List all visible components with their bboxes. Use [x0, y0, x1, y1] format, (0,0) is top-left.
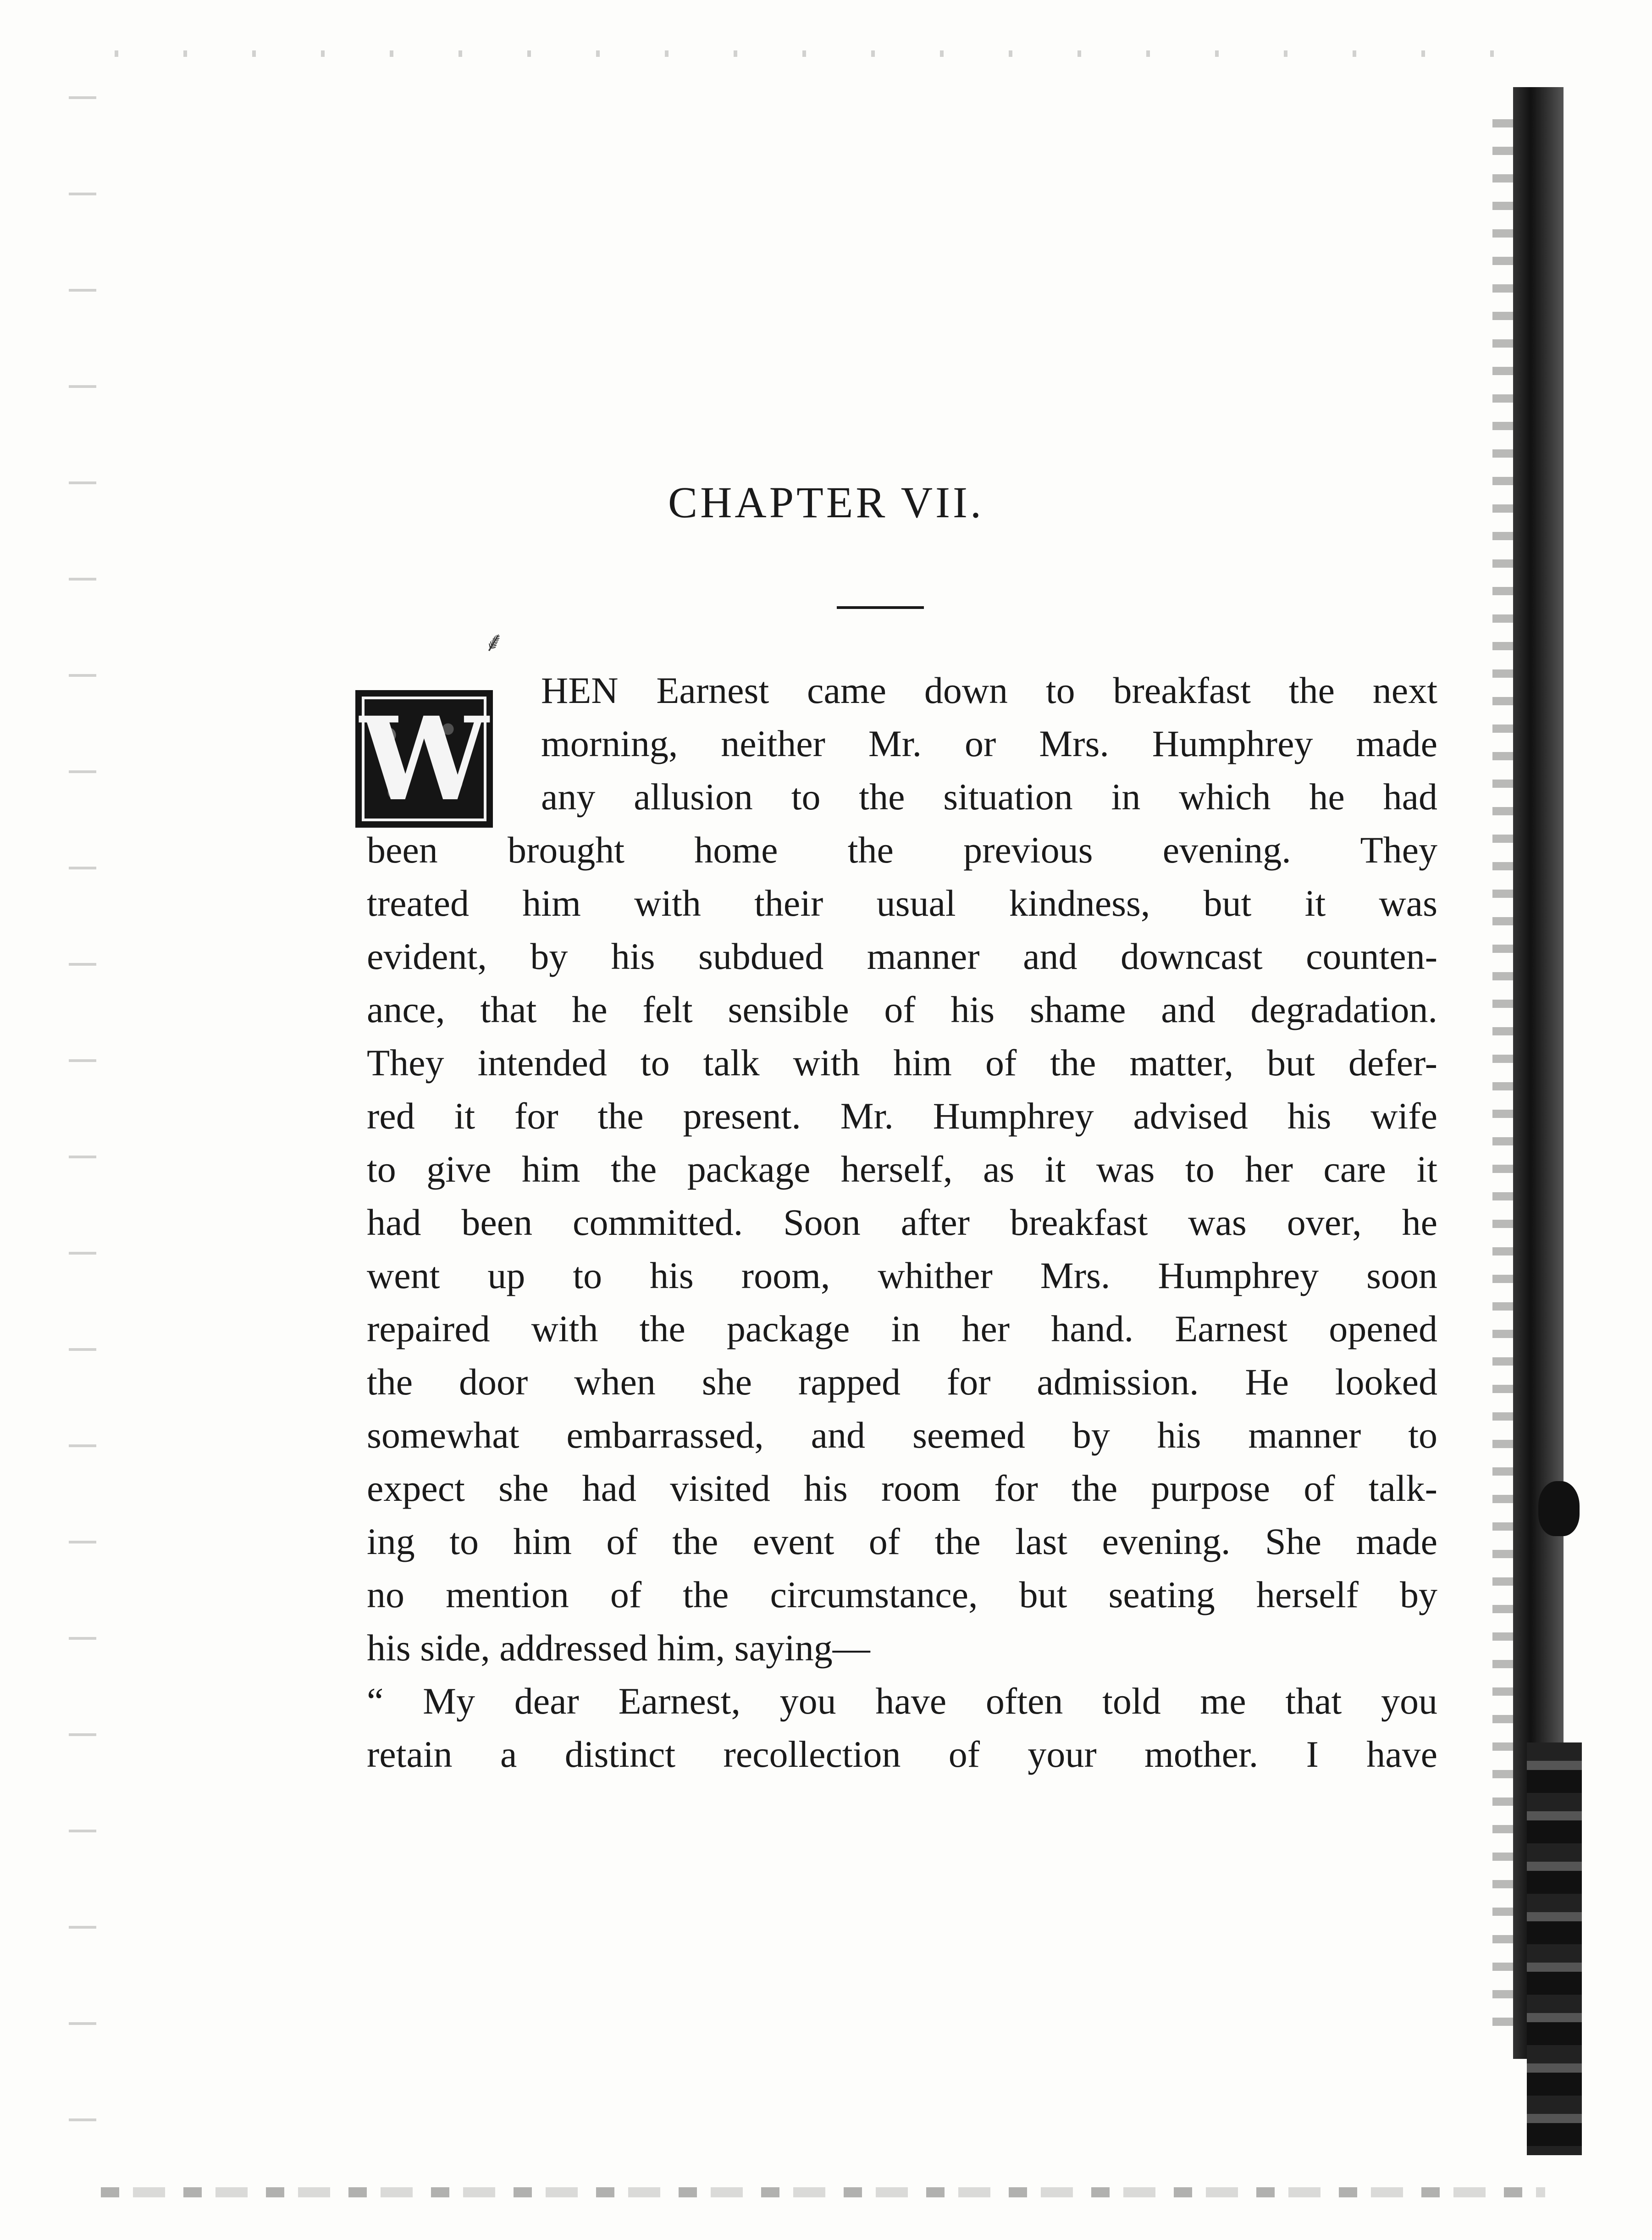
text-line: treated him with their usual kindness, but it was: [367, 882, 1437, 924]
binding-knot: [1538, 1481, 1580, 1536]
text-line: to give him the package herself, as it was to her care it: [367, 1148, 1437, 1190]
text-line: ing to him of the event of the last evening. She made: [367, 1521, 1437, 1562]
text-line: evident, by his subdued manner and downcast counten-: [367, 935, 1437, 977]
text-line: They intended to talk with him of the matter, but defer-: [367, 1042, 1437, 1084]
text-line: somewhat embarrassed, and seemed by his manner to: [367, 1414, 1437, 1456]
text-line: any allusion to the situation in which he had: [541, 776, 1437, 818]
scan-edge-top: [87, 50, 1508, 57]
text-line: morning, neither Mr. or Mrs. Humphrey made: [541, 723, 1437, 764]
text-line: retain a distinct recollection of your mother. I have: [367, 1733, 1437, 1775]
title-rule: [837, 606, 924, 609]
chapter-title: CHAPTER VII.: [668, 478, 984, 527]
text-line: been brought home the previous evening. They: [367, 829, 1437, 871]
text-line: expect she had visited his room for the purpose of talk-: [367, 1467, 1437, 1509]
text-line: no mention of the circumstance, but seating herself by: [367, 1574, 1437, 1615]
text-line: repaired with the package in her hand. Earnest opened: [367, 1308, 1437, 1350]
text-line: red it for the present. Mr. Humphrey advised his wife: [367, 1095, 1437, 1137]
text-line: his side, addressed him, saying—: [367, 1627, 870, 1669]
text-line: HEN Earnest came down to breakfast the next: [541, 669, 1437, 711]
drop-cap-letter: W: [359, 691, 489, 826]
text-line: ance, that he felt sensible of his shame and degradation.: [367, 989, 1437, 1030]
text-line: “ My dear Earnest, you have often told me that you: [367, 1680, 1437, 1722]
scan-edge-left: [69, 55, 96, 2164]
ornament-mark: ⸙: [484, 627, 504, 657]
binding-tail: [1527, 1742, 1582, 2155]
scan-edge-bottom: [101, 2187, 1545, 2197]
binding-shadow: [1492, 119, 1515, 2045]
text-line: had been committed. Soon after breakfast was over, he: [367, 1201, 1437, 1243]
drop-cap: [355, 690, 493, 828]
text-line: the door when she rapped for admission. He looked: [367, 1361, 1437, 1403]
text-line: went up to his room, whither Mrs. Humphrey soon: [367, 1255, 1437, 1296]
